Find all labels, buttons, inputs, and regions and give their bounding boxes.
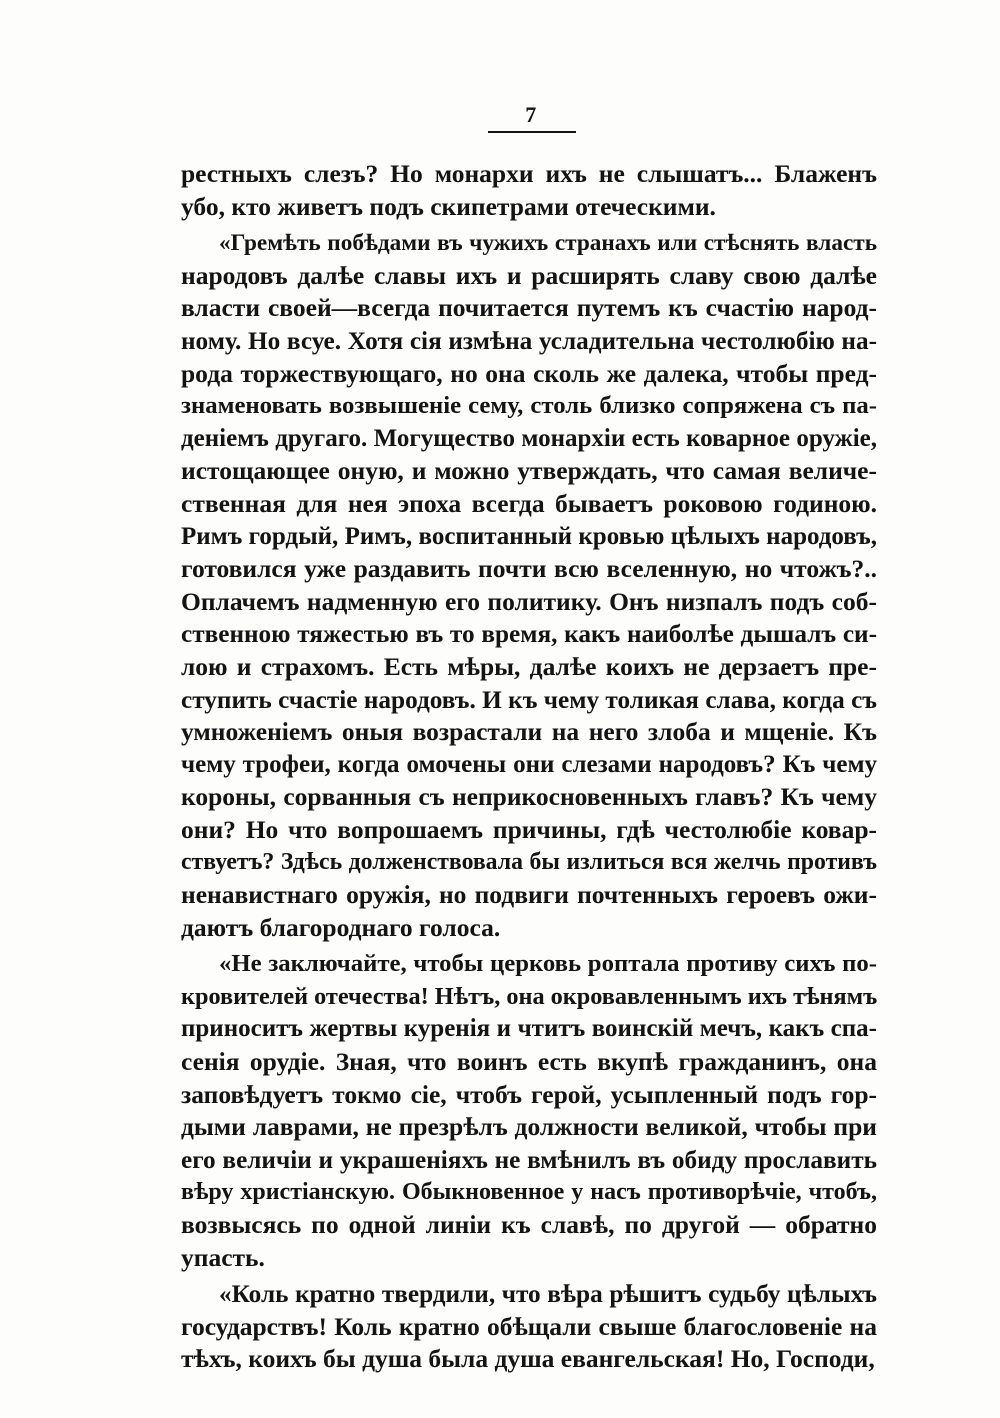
text-line: рода торжествующаго, но она сколь же далека, чтобы пред- [181, 358, 877, 388]
text-line: ственною тяжестью въ то время, какъ наиболѣе дышалъ си- [181, 620, 877, 649]
text-line: возвысясь по одной линіи къ славѣ, по другой — обратно [181, 1210, 877, 1239]
text-line: упасть. [181, 1242, 265, 1272]
text-line: народовъ далѣе славы ихъ и расширять славу свою далѣе [181, 260, 877, 290]
text-line: убо, кто живетъ подъ скипетрами отеческими. [181, 191, 716, 221]
text-line: рестныхъ слезъ? Но монархи ихъ не слышатъ... Блаженъ [181, 159, 877, 188]
text-line: «Гремѣть побѣдами въ чужихъ странахъ или стѣснять власть [219, 230, 877, 257]
text-line: сенія орудіе. Зная, что воинъ есть вкупѣ гражданинъ, она [181, 1047, 877, 1077]
text-line: деніемъ другаго. Могущество монархіи есть коварное оружіе, [181, 424, 877, 452]
paragraph [181, 227, 877, 944]
text-line: «Не заключайте, чтобы церковь роптала противу сихъ по- [219, 950, 877, 978]
page-number-rule [488, 131, 576, 133]
text-line: ступить счастіе народовъ. И къ чему толикая слава, когда съ [181, 685, 877, 714]
text-line: Оплачемъ надменную его политику. Онъ низпалъ подъ соб- [181, 586, 877, 616]
text-line: ствуетъ? Здѣсь долженствовала бы излиться вся желчь противъ [181, 849, 877, 876]
text-line: кровителей отечества! Нѣтъ, она окровавленнымъ ихъ тѣнямъ [181, 982, 877, 1010]
text-line: лою и страхомъ. Есть мѣры, далѣе коихъ не дерзаетъ пре- [181, 651, 877, 681]
paragraph [181, 158, 877, 223]
text-line: даютъ благороднаго голоса. [181, 912, 501, 942]
text-line: знаменовать возвышеніе сему, столь близко сопряжена съ па- [181, 392, 877, 420]
text-line: короны, сорванныя съ неприкосновенныхъ главъ? Къ чему [181, 782, 877, 812]
text-line: умноженіемъ оныя возрастали на него злоба и мщеніе. Къ [181, 717, 877, 747]
text-line: готовился уже раздавить почти всю вселенную, но чтожъ?.. [181, 554, 877, 584]
text-line: власти своей—всегда почитается путемъ къ счастію народ- [181, 293, 877, 323]
paragraph [181, 948, 877, 1274]
text-line: ненавистнаго оружія, но подвиги почтенныхъ героевъ ожи- [181, 880, 877, 910]
text-line: чему трофеи, когда омочены они слезами народовъ? Къ чему [181, 750, 877, 778]
paragraph [181, 1278, 877, 1376]
text-line: ному. Но всуе. Хотя сія измѣна усладительна честолюбію на- [181, 326, 877, 355]
body-text [181, 158, 877, 1376]
text-line: его величіи и украшеніяхъ не вмѣнилъ въ обиду прославить [181, 1145, 877, 1174]
text-line: дыми лаврами, не презрѣлъ должности великой, чтобы при [181, 1112, 877, 1142]
text-line: «Коль кратно твердили, что вѣра рѣшитъ судьбу цѣлыхъ [219, 1280, 877, 1309]
text-line: вѣру христіанскую. Обыкновенное у насъ противорѣчіе, чтобъ, [181, 1179, 877, 1206]
text-line: заповѣдуетъ токмо сіе, чтобъ герой, усыпленный подъ гор- [181, 1079, 877, 1109]
text-line: они? Но что вопрошаемъ причины, гдѣ честолюбіе ковар- [181, 814, 877, 844]
text-line: тѣхъ, коихъ бы душа была душа евангельская! Но, Господи, [181, 1344, 875, 1374]
text-line: государствъ! Коль кратно обѣщали свыше благословеніе на [181, 1311, 877, 1341]
page-number: 7 [525, 102, 537, 127]
text-line: истощающее оную, и можно утверждать, что самая величе- [181, 456, 877, 486]
text-line: ственная для нея эпоха всегда бываетъ роковою годиною. [181, 488, 877, 518]
text-line: приноситъ жертвы куренія и чтитъ воинскій мечъ, какъ спа- [181, 1015, 877, 1043]
text-line: Римъ гордый, Римъ, воспитанный кровью цѣлыхъ народовъ, [181, 522, 877, 550]
